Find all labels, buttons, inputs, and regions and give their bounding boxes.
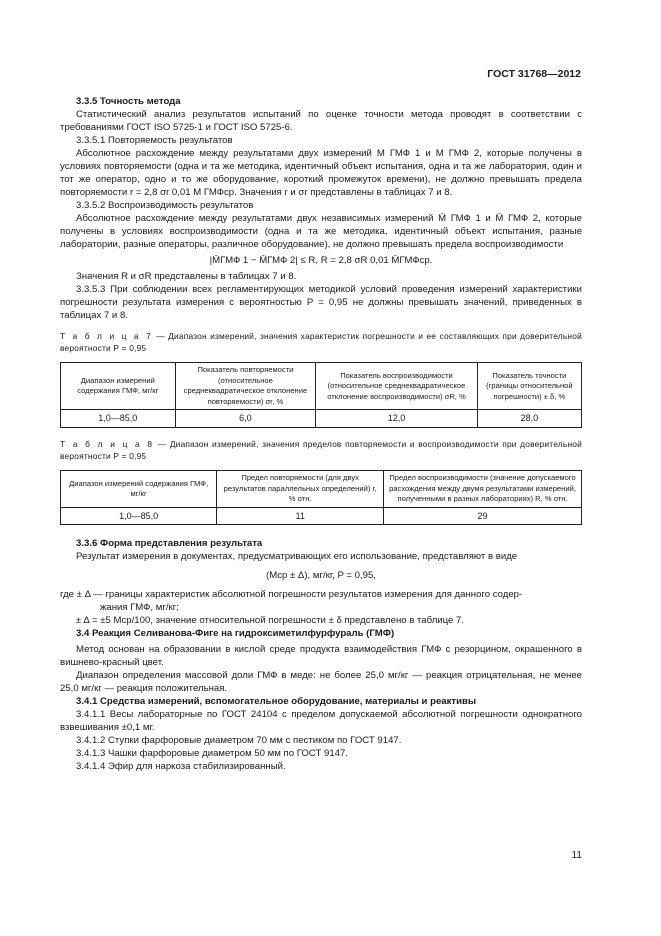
table-row [61, 410, 582, 428]
section-3-3-5-title: 3.3.5 Точность метода [76, 96, 181, 107]
table-7-caption-text: — Диапазон измерений, значения характеристик погрешности и ее составляющих при доверительной вероятности P = 0,95 [60, 331, 582, 353]
table-7-header: Диапазон измерений содержания ГМФ, мг/кг [61, 363, 176, 410]
table-7-caption [60, 330, 582, 354]
item-3-4-1-3: 3.4.1.3 Чашки фарфоровые диаметром 50 мм по ГОСТ 9147. [76, 748, 348, 760]
table-7-header: Показатель повторяемости (относительное среднеквадратическое отклонение повторяемости) σr, % [175, 363, 316, 410]
item-3-4-1-2: 3.4.1.2 Ступки фарфоровые диаметром 70 мм с пестиком по ГОСТ 9147. [76, 735, 402, 747]
table-8-cell: 29 [384, 507, 582, 525]
item-3-4-1-4: 3.4.1.4 Эфир для наркоза стабилизированный. [76, 761, 286, 773]
result-formula: (Mср ± Δ), мг/кг, P = 0,95, [266, 570, 376, 582]
section-3-4-p2: Диапазон определения массовой доли ГМФ в меде: не более 25,0 мг/кг — реакция отрицательная, не менее 25,0 мг/кг — реакция положительная. [60, 670, 582, 695]
table-8-header: Предел повторяемости (для двух результатов параллельных определений) r, % отн. [217, 471, 384, 508]
table-8-cell: 1,0—85,0 [61, 507, 217, 525]
table-7-header: Показатель воспроизводимости (относительное среднеквадратическое отклонение воспроизводимости) σR, % [316, 363, 478, 410]
table-8-cell: 11 [217, 507, 384, 525]
section-3-4-p1: Метод основан на образовании в кислой среде продукта взаимодействия ГМФ с резорцином, окрашенного в вишнево-красный цвет. [60, 644, 582, 669]
table-8-caption-text: — Диапазон измерений, значения пределов повторяемости и воспроизводимости при доверительной вероятности P = 0,95 [60, 438, 583, 461]
table-8-caption [60, 438, 582, 462]
table-row [61, 507, 582, 525]
table-7-cell: 1,0—85,0 [61, 410, 176, 428]
section-3-4-title: 3.4 Реакция Селиванова-Фиге на гидроксиметилфурфураль (ГМФ) [76, 628, 395, 640]
section-3-3-5-3-text: 3.3.5.3 При соблюдении всех регламентирующих методикой условий проведения измерений характеристики погрешности результата измерения с вероятностью P = 0,95 не должны превышать значений, приведенных в таблицах 7 и 8. [60, 284, 582, 321]
table-7-header-row [61, 363, 582, 410]
where-line-2: ± Δ = ±5 Mср/100, значение относительной погрешности ± δ представлено в таблице 7. [76, 615, 465, 627]
table-8 [60, 470, 582, 525]
where-line-1: где ± Δ — границы характеристик абсолютной погрешности результатов измерения для данного содер- [60, 589, 523, 601]
page-number: 11 [571, 850, 582, 861]
table-7-label: Т а б л и ц а 7 [60, 331, 153, 341]
table-8-label: Т а б л и ц а 8 [60, 438, 155, 449]
table-8-header-row [61, 471, 582, 508]
table-7 [60, 362, 582, 428]
where-clause [60, 588, 582, 627]
table-7-header: Показатель точности (границы относительной погрешности) ± δ, % [477, 363, 581, 410]
section-3-3-5-intro: Статистический анализ результатов испытаний по оценке точности метода проводят в соответствии с требованиями ГОСТ ISO 5725-1 и ГОСТ ISO 5725-6. [60, 109, 582, 133]
page-content [60, 95, 582, 773]
table-7-cell: 12,0 [316, 410, 478, 428]
table-8-header: Предел воспроизводимости (значение допускаемого расхождения между двумя результатами измерений, полученными в разных лабораториях) R, % отн. [384, 471, 582, 508]
section-3-3-5-2-after: Значения R и σR представлены в таблицах 7 и 8. [76, 271, 297, 282]
table-8-header: Диапазон измерений содержания ГМФ, мг/кг [61, 471, 217, 508]
section-3-3-5-2-title: 3.3.5.2 Воспроизводимость результатов [76, 200, 254, 211]
section-3-3-5-2-text: Абсолютное расхождение между результатами двух независимых измерений M̄ ГМФ 1 и M̄ ГМФ 2, которые получены в условиях воспроизводимости (одна и та же методика, идентичный объект испытания, разные лаборатории, разные операторы, различное оборудование), не должно превышать предела воспроизводимости [60, 213, 582, 250]
table-7-cell: 28,0 [477, 410, 581, 428]
table-7-cell: 6,0 [175, 410, 316, 428]
section-3-3-6-title: 3.3.6 Форма представления результата [76, 538, 263, 550]
section-3-3-5-1-text: Абсолютное расхождение между результатами двух измерений M ГМФ 1 и M ГМФ 2, которые получены в условиях повторяемости (одна и та же методика, идентичный объект испытания, одна и та же лаборатория, один и тот же оператор, одно и то же оборудование, короткий промежуток времени), не должно превышать предела повторяемости r = 2,8 σr 0,01 M ГМФср. Значения r и σr представлены в таблицах 7 и 8. [60, 148, 582, 198]
section-3-4-1-title: 3.4.1 Средства измерений, вспомогательное оборудование, материалы и реактивы [76, 696, 477, 708]
reproducibility-formula: |M̄ГМФ 1 − M̄ГМФ 2| ≤ R, R = 2,8 σR 0,01 M̄ГМФср. [209, 255, 433, 266]
section-3-3-6-text: Результат измерения в документах, предусматривающих его использование, представляют в виде [76, 551, 518, 563]
section-3-3-5-1-title: 3.3.5.1 Повторяемость результатов [76, 135, 233, 146]
standard-number: ГОСТ 31768—2012 [487, 68, 581, 80]
item-3-4-1-1: 3.4.1.1 Весы лабораторные по ГОСТ 24104 с пределом допускаемой абсолютной погрешности однократного взвешивания ±0,1 мг. [60, 709, 582, 734]
where-line-1-cont: жания ГМФ, мг/кг; [100, 602, 179, 614]
